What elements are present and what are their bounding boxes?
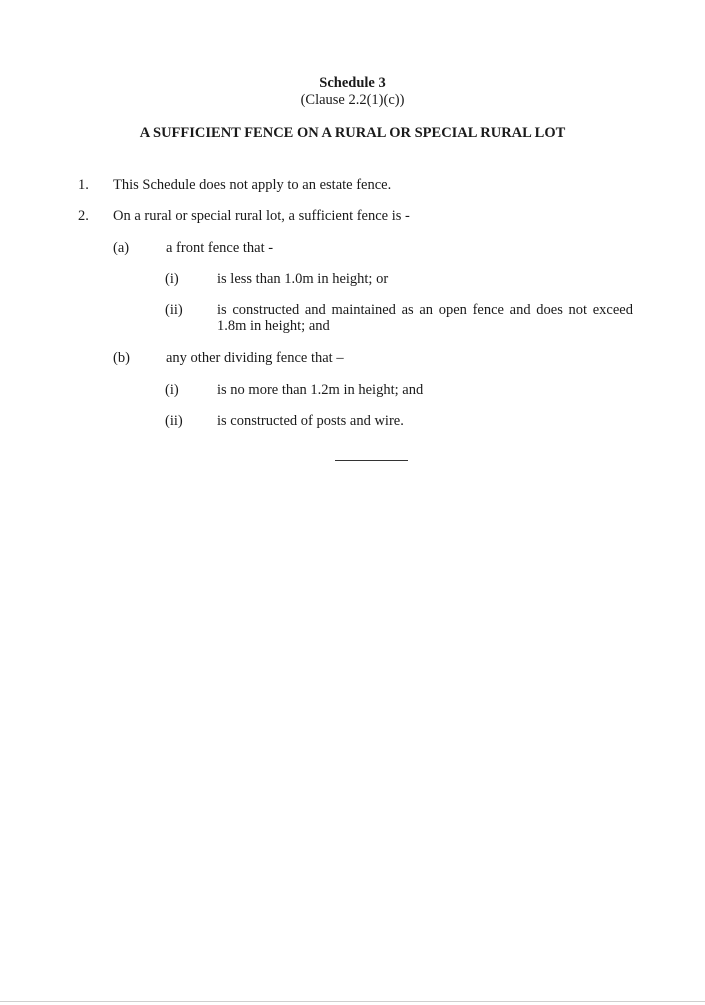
item-label: (i) [165,271,179,287]
item-label: (ii) [165,302,183,318]
clause-reference: (Clause 2.2(1)(c)) [300,92,405,108]
subparagraph-label: (b) [113,350,130,366]
item-text: is constructed and maintained as an open fence and does not exceed 1.8m in height; and [217,302,633,334]
paragraph-number: 1. [78,177,89,193]
item-text: is constructed of posts and wire. [217,413,404,429]
paragraph-text: On a rural or special rural lot, a sufficient fence is - [113,208,410,224]
paragraph-number: 2. [78,208,89,224]
page-edge-line [0,1001,705,1002]
schedule-heading: A SUFFICIENT FENCE ON A RURAL OR SPECIAL RURAL LOT [139,125,566,141]
subparagraph-text: any other dividing fence that – [166,350,344,366]
paragraph-text: This Schedule does not apply to an estate fence. [113,177,392,193]
end-of-schedule-rule [335,460,408,461]
subparagraph-label: (a) [113,240,130,256]
item-text: is less than 1.0m in height; or [217,271,389,287]
item-label: (ii) [165,413,183,429]
subparagraph-text: a front fence that - [166,240,274,256]
schedule-title: Schedule 3 [319,75,386,91]
item-text: is no more than 1.2m in height; and [217,382,424,398]
item-label: (i) [165,382,179,398]
